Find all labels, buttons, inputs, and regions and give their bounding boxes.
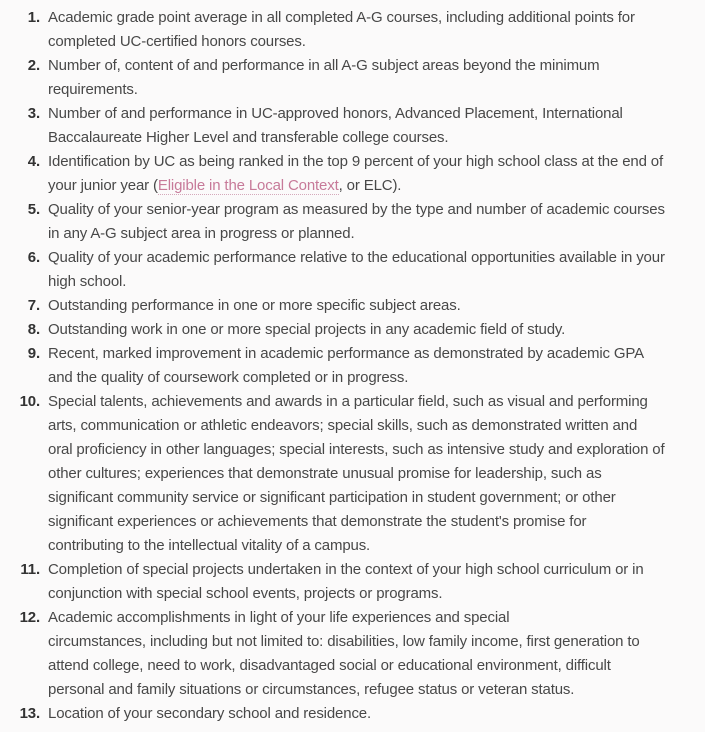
- list-item-number: 4.: [27, 153, 40, 170]
- list-item-number: 12.: [19, 609, 40, 626]
- list-item: [0, 342, 705, 390]
- text-run: Location of your secondary school and residence.: [48, 705, 372, 722]
- list-item-number: 7.: [27, 297, 40, 314]
- list-item-number: 13.: [19, 705, 40, 722]
- list-item-number: 10.: [19, 393, 40, 410]
- list-item-number: 8.: [27, 321, 40, 338]
- list-item-text: [48, 6, 665, 54]
- list-item-text: [48, 390, 665, 558]
- list-item: [0, 318, 705, 342]
- text-run: Outstanding work in one or more special projects in any academic field of study.: [48, 321, 566, 338]
- list-item-text: [48, 102, 665, 150]
- list-item-text: [48, 294, 665, 318]
- text-run: Outstanding performance in one or more specific subject areas.: [48, 297, 461, 314]
- list-item-text: [48, 606, 665, 702]
- text-run: Academic grade point average in all completed A-G courses, including additional points for completed UC-certified honors courses.: [48, 9, 635, 50]
- list-item-text: [48, 246, 665, 294]
- list-item-number: 11.: [20, 561, 40, 578]
- list-item: [0, 246, 705, 294]
- text-run: Quality of your academic performance relative to the educational opportunities available in your high school.: [48, 249, 665, 290]
- text-run: , or ELC).: [338, 177, 402, 194]
- list-item: [0, 102, 705, 150]
- list-item: [0, 6, 705, 54]
- text-run: circumstances, including but not limited to: disabilities, low family income, first generation to attend college, need to work, disadvantaged social or educational environment, difficult personal and family situations or circumstances, refugee status or veteran status.: [48, 633, 640, 698]
- list-item-number: 9.: [27, 345, 40, 362]
- list-item: [0, 390, 705, 558]
- text-run: Academic accomplishments in light of your life experiences and special: [48, 609, 510, 626]
- list-item-number: 1.: [27, 9, 40, 26]
- list-item: [0, 54, 705, 102]
- text-run: Identification by UC as being ranked in the top 9 percent of your high school class at the end of your junior year (: [48, 153, 664, 194]
- list-item-number: 6.: [27, 249, 40, 266]
- text-run: Completion of special projects undertaken in the context of your high school curriculum or in conjunction with special school events, projects or programs.: [48, 561, 644, 602]
- list-item-text: [48, 198, 665, 246]
- list-item: [0, 702, 705, 726]
- list-item-number: 5.: [27, 201, 40, 218]
- list-item-text: [48, 702, 665, 726]
- inline-link-elc[interactable]: Eligible in the Local Context: [157, 177, 339, 194]
- list-item: [0, 558, 705, 606]
- text-run: Number of, content of and performance in all A-G subject areas beyond the minimum requirements.: [48, 57, 600, 98]
- list-item-text: [48, 342, 665, 390]
- text-run: Number of and performance in UC-approved honors, Advanced Placement, International Baccalaureate Higher Level and transferable college courses.: [48, 105, 623, 146]
- list-item-text: [48, 150, 665, 198]
- list-item: [0, 150, 705, 198]
- list-item-number: 2.: [27, 57, 40, 74]
- text-run: Quality of your senior-year program as measured by the type and number of academic courses in any A-G subject area in progress or planned.: [48, 201, 665, 242]
- list-item: [0, 606, 705, 702]
- list-item-text: [48, 54, 665, 102]
- list-item-text: [48, 558, 665, 606]
- list-item-text: [48, 318, 665, 342]
- text-run: Recent, marked improvement in academic performance as demonstrated by academic GPA and the quality of coursework completed or in progress.: [48, 345, 644, 386]
- text-run: Special talents, achievements and awards in a particular field, such as visual and performing arts, communication or athletic endeavors; special skills, such as demonstrated written and oral proficiency in other languages; special interests, such as intensive study and exploration of other cultures; experiences that demonstrate unusual promise for leadership, such as significant community service or significant participation in student government; or other significant experiences or achievements that demonstrate the student's promise for contributing to the intellectual vitality of a campus.: [48, 393, 665, 554]
- list-item: [0, 294, 705, 318]
- list-item-number: 3.: [27, 105, 40, 122]
- list-item: [0, 198, 705, 246]
